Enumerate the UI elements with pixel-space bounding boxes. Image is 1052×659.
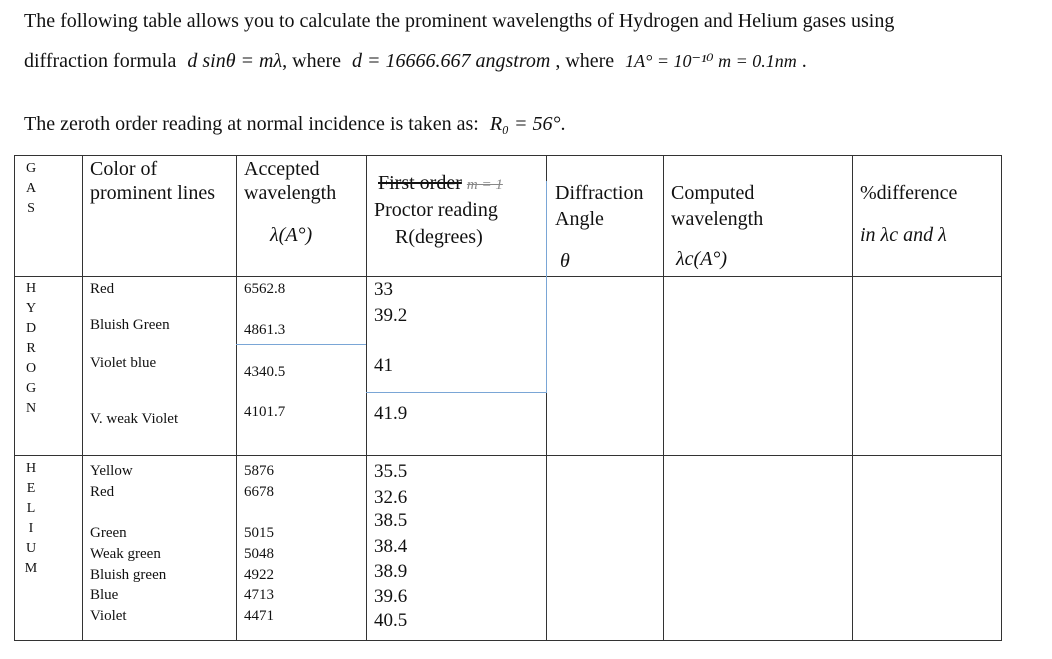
- helium-color: Yellow: [90, 463, 133, 479]
- table-border-left: [14, 155, 15, 641]
- intro-line-2-prefix: diffraction formula: [24, 50, 177, 72]
- col-divider-3: [366, 155, 367, 641]
- intro-line-2-end: .: [801, 50, 807, 72]
- hydrogen-reading: 41: [374, 355, 393, 376]
- hydrogen-letter: G: [25, 381, 37, 396]
- hydrogen-color: Bluish Green: [90, 317, 170, 333]
- helium-wavelength: 4471: [244, 608, 274, 624]
- helium-color: Green: [90, 525, 127, 541]
- intro-line-3: [24, 113, 565, 136]
- gas-header-letter: S: [27, 201, 35, 216]
- header-computed-line2: wavelength: [671, 208, 764, 230]
- intro-line-3-text: The zeroth order reading at normal incidence is taken as:: [24, 113, 479, 135]
- helium-reading: 32.6: [374, 487, 408, 508]
- gas-header-letter: G: [25, 161, 37, 176]
- header-diff-line2: in λc and λ: [860, 224, 947, 246]
- table-border-right: [1001, 155, 1002, 641]
- helium-color: Red: [90, 484, 115, 500]
- helium-color: Violet: [90, 608, 127, 624]
- hydrogen-wavelength: 4861.3: [244, 322, 286, 338]
- helium-reading: 39.6: [374, 586, 408, 607]
- hydrogen-letter: D: [25, 321, 37, 336]
- helium-reading: 38.5: [374, 510, 408, 531]
- helium-color: Bluish green: [90, 567, 167, 583]
- hydrogen-reading: 41.9: [374, 403, 408, 424]
- accent-line: [366, 392, 546, 393]
- formula-angstrom: 1A° = 10⁻¹⁰ m = 0.1nm: [625, 51, 797, 71]
- gas-divider: [14, 455, 1002, 456]
- hydrogen-letter: R: [26, 341, 36, 356]
- helium-reading: 38.4: [374, 536, 408, 557]
- hydrogen-reading: 33: [374, 279, 393, 300]
- helium-wavelength: 6678: [244, 484, 274, 500]
- hydrogen-wavelength: 4340.5: [244, 364, 286, 380]
- helium-wavelength: 5015: [244, 525, 274, 541]
- hydrogen-letter: O: [25, 361, 37, 376]
- header-color-line1: Color of: [90, 158, 158, 180]
- intro-line-2: [24, 50, 807, 73]
- intro-line-2-mid2: , where: [555, 50, 615, 72]
- accent-line: [236, 344, 366, 345]
- header-diff-line1: %difference: [860, 182, 958, 204]
- helium-reading: 40.5: [374, 610, 408, 631]
- col-divider-5: [663, 155, 664, 641]
- hydrogen-letter: Y: [25, 301, 37, 316]
- hydrogen-letter: N: [25, 401, 37, 416]
- gas-header-letter: A: [25, 181, 37, 196]
- helium-letter: U: [25, 541, 37, 556]
- formula-zeroth-order: R₀ = 56°: [489, 113, 561, 135]
- table-border-bottom: [14, 640, 1002, 641]
- helium-wavelength: 4922: [244, 567, 274, 583]
- accent-line: [546, 181, 547, 393]
- intro-line-3-end: .: [560, 113, 566, 135]
- header-first-order-m: m = 1: [466, 177, 503, 193]
- helium-letter: I: [28, 521, 34, 536]
- col-divider-2: [236, 155, 237, 641]
- helium-letter: L: [26, 501, 36, 516]
- helium-wavelength: 5048: [244, 546, 274, 562]
- header-accepted-symbol: λ(A°): [270, 224, 313, 246]
- col-divider-1: [82, 155, 83, 641]
- col-divider-6: [852, 155, 853, 641]
- intro-line-1: The following table allows you to calculate the prominent wavelengths of Hydrogen and Helium gases using: [24, 10, 895, 32]
- helium-wavelength: 4713: [244, 587, 274, 603]
- intro-line-2-mid1: , where: [282, 50, 341, 72]
- hydrogen-wavelength: 6562.8: [244, 281, 286, 297]
- helium-letter: M: [24, 561, 38, 576]
- header-diffraction-line2: Angle: [555, 208, 604, 230]
- header-color-line2: prominent lines: [90, 182, 215, 204]
- hydrogen-reading: 39.2: [374, 305, 408, 326]
- hydrogen-wavelength: 4101.7: [244, 404, 286, 420]
- hydrogen-color: Violet blue: [90, 355, 157, 371]
- header-first-order: [378, 171, 503, 197]
- helium-color: Weak green: [90, 546, 161, 562]
- hydrogen-color: V. weak Violet: [90, 411, 179, 427]
- helium-color: Blue: [90, 587, 119, 603]
- hydrogen-letter: H: [25, 281, 37, 296]
- header-first-order-line3: R(degrees): [395, 226, 483, 248]
- header-first-order-line2: Proctor reading: [374, 199, 498, 221]
- header-diffraction-line1: Diffraction: [555, 182, 644, 204]
- helium-letter: H: [25, 461, 37, 476]
- header-computed-line1: Computed: [671, 182, 755, 204]
- table-border-top: [14, 155, 1002, 156]
- helium-reading: 38.9: [374, 561, 408, 582]
- header-accepted-line1: Accepted: [244, 158, 320, 180]
- formula-d-value: d = 16666.667 angstrom: [351, 50, 551, 72]
- header-first-order-line1: First order: [378, 172, 462, 194]
- formula-grating: d sinθ = mλ: [187, 50, 283, 72]
- hydrogen-color: Red: [90, 281, 115, 297]
- wavelength-table: [14, 155, 1002, 641]
- helium-wavelength: 5876: [244, 463, 274, 479]
- helium-reading: 35.5: [374, 461, 408, 482]
- header-diffraction-symbol: θ: [560, 250, 570, 272]
- helium-letter: E: [26, 481, 36, 496]
- header-accepted-line2: wavelength: [244, 182, 337, 204]
- header-computed-symbol: λc(A°): [676, 248, 728, 270]
- header-divider: [14, 276, 1002, 277]
